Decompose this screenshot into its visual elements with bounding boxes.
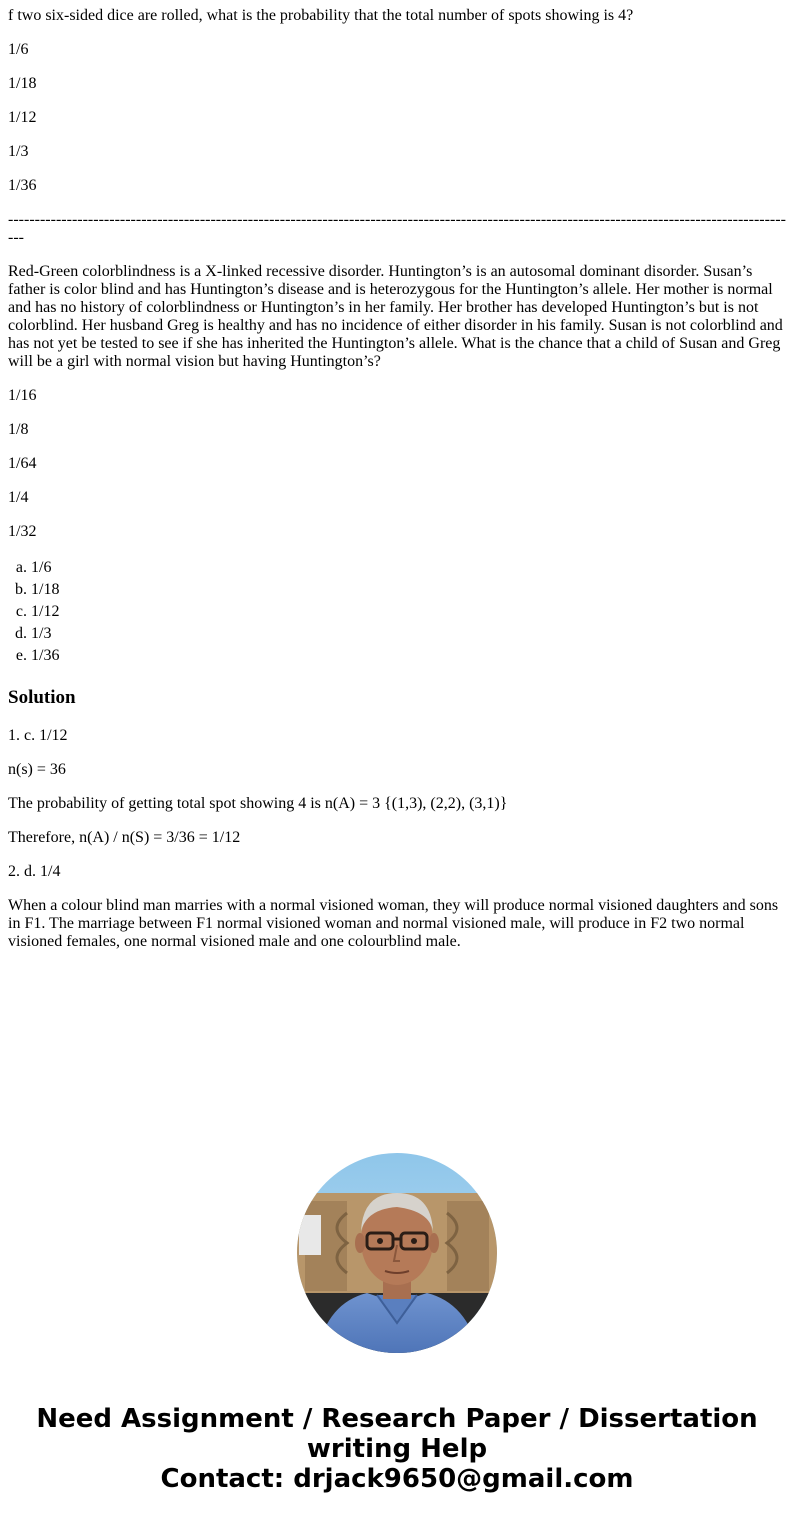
- solution-paragraph: When a colour blind man marries with a normal visioned woman, they will produce normal visioned daughters and sons in F1. The marriage between F1 normal visioned woman and normal visioned male, will produce in F2 two normal visioned females, one normal visioned male and one colourblind male.: [8, 897, 779, 950]
- author-portrait-image: [297, 1153, 497, 1353]
- answer-options-list: [8, 557, 786, 667]
- solution-paragraph: The probability of getting total spot showing 4 is n(A) = 3 {(1,3), (2,2), (3,1)}: [8, 795, 508, 812]
- answer-option: b. 1/18: [31, 579, 786, 601]
- document-body: [8, 7, 786, 967]
- solution-heading: Solution: [8, 687, 76, 708]
- author-avatar: [297, 1153, 497, 1353]
- promo-line: writing Help: [306, 1434, 488, 1464]
- question-1-option: 1/12: [8, 109, 37, 126]
- question-2-option: 1/32: [8, 523, 37, 540]
- question-2-option: 1/8: [8, 421, 29, 438]
- answer-option: e. 1/36: [31, 645, 786, 667]
- question-2-option: 1/64: [8, 455, 37, 472]
- answer-option: a. 1/6: [31, 557, 786, 579]
- dashed-separator: -----------------------------------------------------------------------------------------------------------------------------------------------------: [8, 211, 786, 246]
- solution-paragraph: Therefore, n(A) / n(S) = 3/36 = 1/12: [8, 829, 241, 846]
- solution-paragraph: n(s) = 36: [8, 761, 66, 778]
- solution-paragraph: 1. c. 1/12: [8, 727, 68, 744]
- question-1-option: 1/18: [8, 75, 37, 92]
- question-2-option: 1/16: [8, 387, 37, 404]
- promo-contact: Contact: drjack9650@gmail.com: [160, 1464, 634, 1494]
- answer-option: d. 1/3: [31, 623, 786, 645]
- question-1-option: 1/36: [8, 177, 37, 194]
- promo-banner: [0, 1404, 794, 1494]
- solution-paragraph: 2. d. 1/4: [8, 863, 61, 880]
- question-1-text: f two six-sided dice are rolled, what is the probability that the total number of spots showing is 4?: [8, 7, 634, 24]
- question-1-option: 1/6: [8, 41, 29, 58]
- question-2-text: Red-Green colorblindness is a X-linked recessive disorder. Huntington’s is an autosomal dominant disorder. Susan’s father is color blind and has Huntington’s disease and is heterozygous for the Huntington’s allele. Her mother is normal and has no history of colorblindness or Huntington’s in her family. Her brother has developed Huntington’s but is not colorblind. Her husband Greg is healthy and has no incidence of either disorder in his family. Susan is not colorblind and has not yet be tested to see if she has inherited the Huntington’s allele. What is the chance that a child of Susan and Greg will be a girl with normal vision but having Huntington’s?: [8, 263, 783, 370]
- question-1-option: 1/3: [8, 143, 29, 160]
- question-2-option: 1/4: [8, 489, 29, 506]
- promo-line: Need Assignment / Research Paper / Dissertation: [36, 1404, 758, 1434]
- answer-option: c. 1/12: [31, 601, 786, 623]
